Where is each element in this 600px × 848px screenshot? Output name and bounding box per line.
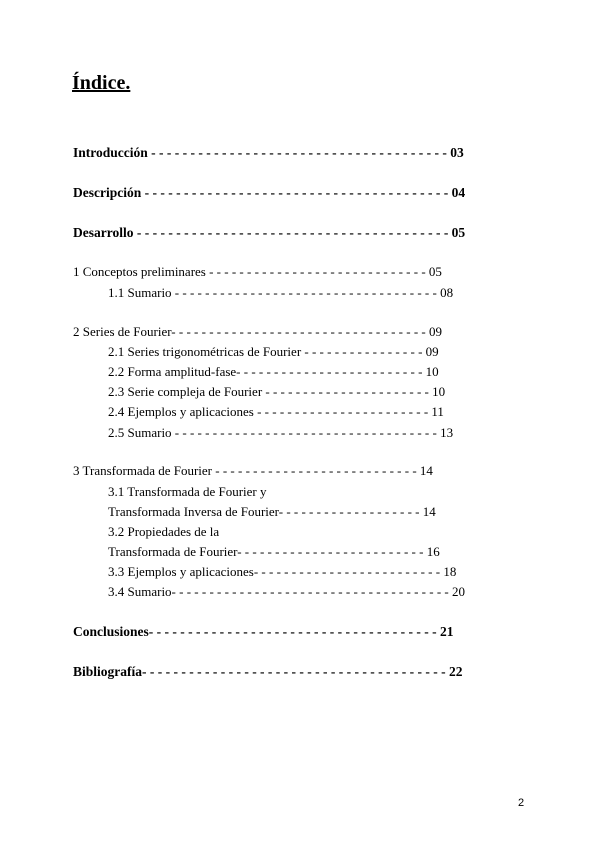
toc-subentry-3-3: 3.3 Ejemplos y aplicaciones- - - - - - - - - - - - - - - - - - - - - - - - - 18 (108, 564, 457, 579)
toc-subentry-2-4: 2.4 Ejemplos y aplicaciones - - - - - - - - - - - - - - - - - - - - - - - 11 (108, 404, 444, 419)
toc-subentry-3-4: 3.4 Sumario- - - - - - - - - - - - - - - - - - - - - - - - - - - - - - - - - - - - - 20 (108, 584, 465, 599)
toc-subentry-3-2-line2: Transformada de Fourier- - - - - - - - - - - - - - - - - - - - - - - - - 16 (108, 544, 440, 559)
page-title: Índice. (72, 72, 131, 94)
toc-subentry-2-3: 2.3 Serie compleja de Fourier - - - - - - - - - - - - - - - - - - - - - - 10 (108, 384, 446, 399)
toc-subentry-3-2-line1: 3.2 Propiedades de la (108, 524, 220, 539)
toc-entry-desarrollo: Desarrollo - - - - - - - - - - - - - - - - - - - - - - - - - - - - - - - - - - - - - - - - 05 (73, 225, 466, 240)
toc-entry-bibliografia: Bibliografía- - - - - - - - - - - - - - - - - - - - - - - - - - - - - - - - - - - - - - - 22 (73, 664, 463, 679)
toc-entry-section-3: 3 Transformada de Fourier - - - - - - - - - - - - - - - - - - - - - - - - - - - 14 (73, 463, 433, 478)
toc-entry-section-2: 2 Series de Fourier- - - - - - - - - - - - - - - - - - - - - - - - - - - - - - - - - - 09 (73, 324, 442, 339)
toc-subentry-2-1: 2.1 Series trigonométricas de Fourier - - - - - - - - - - - - - - - - 09 (108, 344, 439, 359)
toc-subentry-2-2: 2.2 Forma amplitud-fase- - - - - - - - - - - - - - - - - - - - - - - - - 10 (108, 364, 439, 379)
toc-entry-conclusiones: Conclusiones- - - - - - - - - - - - - - - - - - - - - - - - - - - - - - - - - - - - - 21 (73, 624, 454, 639)
toc-subentry-3-1-line1: 3.1 Transformada de Fourier y (108, 484, 267, 499)
toc-subentry-3-1-line2: Transformada Inversa de Fourier- - - - - - - - - - - - - - - - - - - 14 (108, 504, 436, 519)
page-number: 2 (518, 797, 525, 809)
toc-entry-introduccion: Introducción - - - - - - - - - - - - - - - - - - - - - - - - - - - - - - - - - - - - - - 03 (73, 145, 464, 160)
toc-subentry-1-1: 1.1 Sumario - - - - - - - - - - - - - - - - - - - - - - - - - - - - - - - - - - - 08 (108, 285, 454, 300)
toc-entry-section-1: 1 Conceptos preliminares - - - - - - - - - - - - - - - - - - - - - - - - - - - - - 05 (73, 264, 442, 279)
toc-subentry-2-5: 2.5 Sumario - - - - - - - - - - - - - - - - - - - - - - - - - - - - - - - - - - - 13 (108, 425, 454, 440)
toc-entry-descripcion: Descripción - - - - - - - - - - - - - - - - - - - - - - - - - - - - - - - - - - - - - - - 04 (73, 185, 466, 200)
